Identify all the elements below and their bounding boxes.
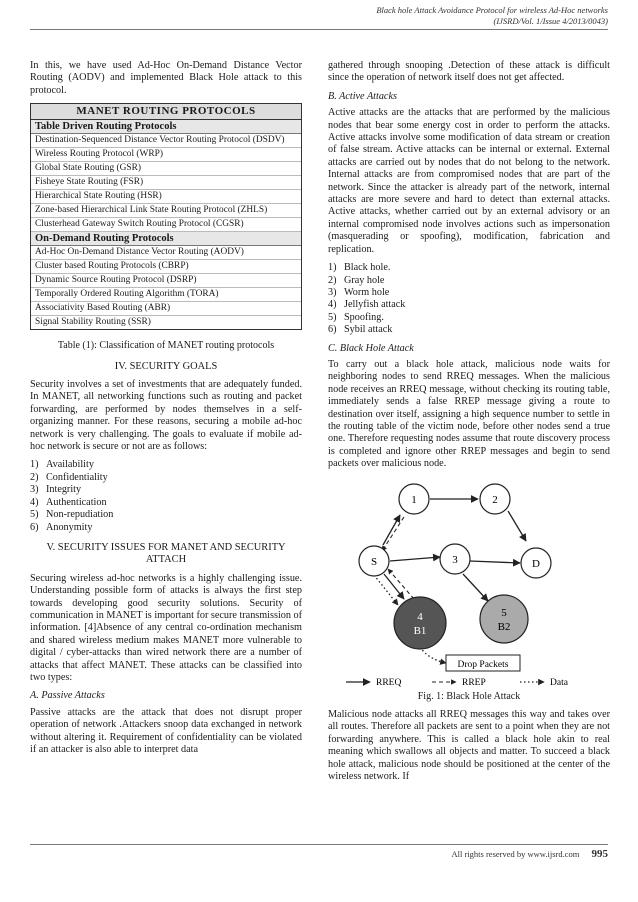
table-group-heading: Table Driven Routing Protocols: [31, 120, 301, 134]
continued-paragraph: gathered through snooping .Detection of these attack is difficult since the operation of network itself does not get affected.: [328, 60, 610, 84]
table-row: Wireless Routing Protocol (WRP): [31, 148, 301, 162]
left-column: [30, 60, 302, 762]
table-row: Temporally Ordered Routing Algorithm (TORA): [31, 288, 301, 302]
running-header: [376, 5, 608, 27]
list-text: Spoofing.: [344, 311, 384, 323]
list-number: 4): [328, 299, 337, 311]
table-row: Clusterhead Gateway Switch Routing Protocol (CGSR): [31, 218, 301, 232]
subsection-a-title: A. Passive Attacks: [30, 690, 105, 702]
subsection-c-paragraph: To carry out a black hole attack, malicious node waits for neighboring nodes to send RREQ messages. When the malicious node receives an RREQ message, without checking its routing table, immediately sends a false RREP message giving a route to destination over itself, assigning a high sequence number to settle in the routing table of the victim node, before other nodes send a true one. Therefore requesting nodes assume that route discovery process is completed and ignore other RREP messages and begin to send packets over malicious node.: [328, 358, 610, 470]
section-5-paragraph: Securing wireless ad-hoc networks is a highly challenging issue. Understanding possible form of attacks is always the first step towards developing good security solutions. Security of communication in MANET is important for secure transmission of information. [4]Absence of any central co-ordination mechanism and shared wireless medium makes MANET more vulnerable to digital / cyber-attacks than wired network there are a number of attacks that affect MANET. These attacks can be classified into two types:: [30, 572, 302, 683]
header-volume: (IJSRD/Vol. 1/Issue 4/2013/0043): [493, 16, 608, 26]
list-text: Black hole.: [344, 262, 391, 274]
section-5-title: V. SECURITY ISSUES FOR MANET AND SECURITY ATTACH: [46, 541, 286, 566]
rreq-edge: [383, 515, 400, 545]
data-edge: [374, 575, 398, 605]
active-attack-item: [328, 287, 610, 299]
node-d-label: D: [532, 557, 540, 570]
list-number: 3): [30, 484, 39, 496]
section-4-title: IV. SECURITY GOALS: [114, 360, 218, 372]
node-5-label: 5: [501, 606, 507, 619]
list-text: Jellyfish attack: [344, 299, 406, 311]
header-title: Black hole Attack Avoidance Protocol for wireless Ad-Hoc networks: [376, 5, 608, 15]
page-footer: [452, 848, 609, 860]
figure-caption: Fig. 1: Black Hole Attack: [417, 690, 521, 702]
list-text: Availability: [46, 459, 94, 471]
node-b1-circle: [394, 597, 446, 649]
table-row: Fisheye State Routing (FSR): [31, 176, 301, 190]
node-b1-label: B1: [413, 624, 427, 637]
page-number: 995: [591, 848, 608, 860]
table-row: Destination-Sequenced Distance Vector Routing Protocol (DSDV): [31, 134, 301, 148]
node-3-label: 3: [452, 553, 458, 566]
list-text: Authentication: [46, 496, 107, 508]
node-s-label: S: [370, 555, 378, 568]
security-goal-item: [30, 497, 302, 509]
footer-rule: [30, 844, 608, 845]
active-attack-item: [328, 262, 610, 274]
table-row: Hierarchical State Routing (HSR): [31, 190, 301, 204]
table-group-heading: On-Demand Routing Protocols: [31, 232, 301, 246]
active-attacks-list: [328, 262, 610, 336]
rreq-edge: [470, 561, 520, 563]
table-row: Ad-Hoc On-Demand Distance Vector Routing (AODV): [31, 246, 301, 260]
intro-paragraph: In this, we have used Ad-Hoc On-Demand Distance Vector Routing (AODV) and implemented Black Hole attack to this protocol.: [30, 60, 302, 96]
table-row: Zone-based Hierarchical Link State Routing Protocol (ZHLS): [31, 204, 301, 218]
list-text: Worm hole: [344, 286, 390, 298]
list-text: Confidentiality: [46, 471, 108, 483]
list-number: 2): [328, 274, 337, 286]
black-hole-attack-figure: [328, 477, 610, 687]
list-number: 5): [30, 509, 39, 521]
table-title: MANET ROUTING PROTOCOLS: [31, 104, 301, 120]
list-number: 6): [328, 324, 337, 336]
data-edge: [420, 647, 446, 663]
list-text: Non-repudiation: [46, 509, 114, 521]
rreq-edge: [463, 574, 488, 601]
node-4-label: 4: [417, 610, 423, 623]
legend-data-label: Data: [550, 677, 568, 687]
subsection-b-title: B. Active Attacks: [328, 90, 397, 102]
rreq-edge: [390, 557, 440, 561]
list-text: Integrity: [46, 484, 82, 496]
node-b2-circle: [480, 595, 528, 643]
security-goal-item: [30, 509, 302, 521]
node-1-label: 1: [411, 493, 417, 506]
security-goal-item: [30, 522, 302, 534]
rreq-edge: [384, 574, 404, 599]
list-number: 6): [30, 521, 39, 533]
table-row: Cluster based Routing Protocols (CBRP): [31, 260, 301, 274]
right-column: [328, 60, 610, 789]
security-goal-item: [30, 459, 302, 471]
table-row: Global State Routing (GSR): [31, 162, 301, 176]
list-number: 1): [30, 459, 39, 471]
drop-packets-label: Drop Packets: [457, 659, 509, 670]
list-number: 1): [328, 262, 337, 274]
security-goals-list: [30, 459, 302, 533]
subsection-a-paragraph: Passive attacks are the attack that does not disrupt proper operation of network .Attackers snoop data exchanged in network without altering it. Requirement of confidentiality can be violated if an attacker is also able to interpret data: [30, 706, 302, 755]
security-goal-item: [30, 472, 302, 484]
list-text: Sybil attack: [344, 324, 393, 336]
list-text: Gray hole: [344, 274, 385, 286]
footer-rights: All rights reserved by www.ijsrd.com: [451, 849, 580, 859]
node-b2-label: B2: [497, 620, 511, 633]
legend-rrep-label: RREP: [462, 677, 486, 687]
header-rule: [30, 29, 608, 30]
active-attack-item: [328, 299, 610, 311]
rreq-edge: [508, 511, 526, 541]
security-goal-item: [30, 484, 302, 496]
list-number: 5): [328, 311, 337, 323]
list-number: 4): [30, 496, 39, 508]
list-number: 3): [328, 286, 337, 298]
table-row: Signal Stability Routing (SSR): [35, 317, 151, 328]
routing-protocols-table: [30, 103, 302, 330]
table-caption: Table (1): Classification of MANET routing protocols: [57, 340, 275, 352]
section-4-paragraph: Security involves a set of investments that are adequately funded. In MANET, all networking functions such as routing and packet forwarding, are performed by nodes themselves in a self-organizing manner. For these reasons, securing a mobile ad-hoc network is very challenging. The goals to evaluate if mobile ad-hoc network is secure or not are as follows:: [30, 379, 302, 453]
final-paragraph: Malicious node attacks all RREQ messages this way and takes over all routes. Therefore all packets are sent to a point when they are not forwarding anywhere. This is called a black hole akin to real meaning which swallows all objects and matter. To succeed a black hole attack, malicious node should be positioned at the center of the wireless network. If: [328, 709, 610, 783]
subsection-b-paragraph: Active attacks are the attacks that are performed by the malicious nodes that bear some energy cost in order to perform the attacks. Active attacks involve some modification of data stream or creation of false stream. Active attacks can be internal or external. External attacks are carried out by nodes that do not belong to the network. Internal attacks are from compromised nodes that are part of the network. Since the attacker is already part of the network, internal attacks are more severe and hard to detect than external attacks. Active attacks, whether carried out by an external advisory or an internal compromised node involves actions such as impersonation (masquerading or spoofing), modification, fabrication and replication.: [328, 107, 610, 255]
active-attack-item: [328, 275, 610, 287]
table-row: Associativity Based Routing (ABR): [31, 302, 301, 316]
active-attack-item: [328, 312, 610, 324]
list-number: 2): [30, 471, 39, 483]
subsection-c-title: C. Black Hole Attack: [328, 342, 414, 354]
rrep-edge: [382, 517, 404, 551]
node-2-label: 2: [492, 493, 498, 506]
list-text: Anonymity: [46, 521, 93, 533]
active-attack-item: [328, 324, 610, 336]
legend-rreq-label: RREQ: [376, 677, 402, 687]
table-row: Dynamic Source Routing Protocol (DSRP): [31, 274, 301, 288]
